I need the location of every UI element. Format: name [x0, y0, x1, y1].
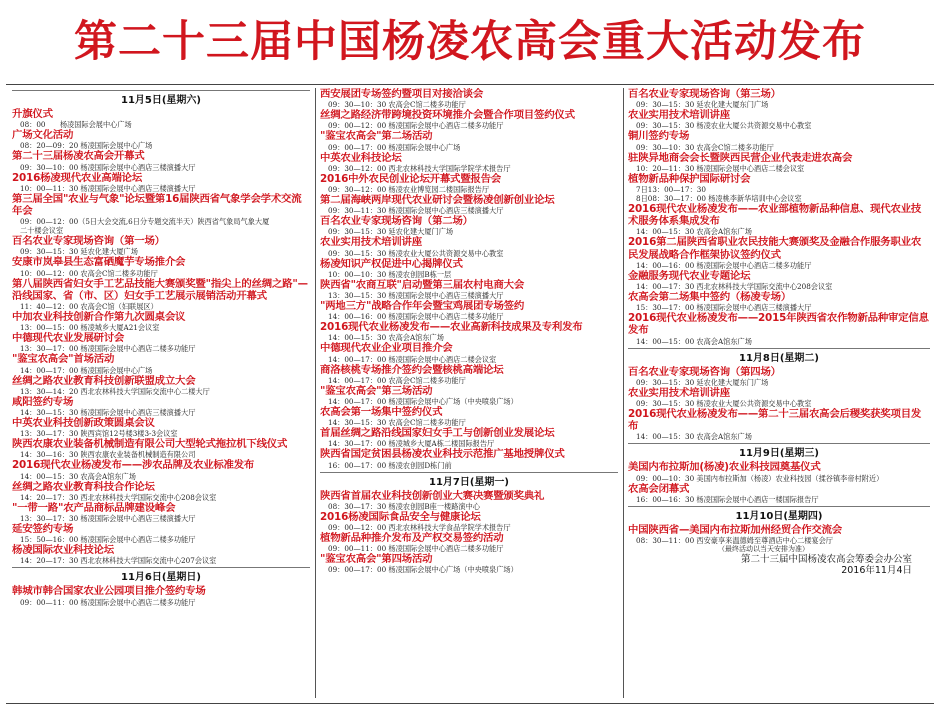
event-time-venue: 8日08：30—17：00 杨凌桃李新华培训中心会议室: [636, 194, 802, 204]
event-time-venue: 10：00—10：30 杨凌农创园B栋一层: [328, 269, 452, 279]
event-time-venue: 08：20—09：20 杨凌国际会展中心广场: [20, 141, 153, 151]
event-time-venue: 14：30—15：30 杨凌国际会展中心酒店三楼演播大厅: [20, 408, 196, 418]
event-item: [320, 385, 618, 406]
event-title: 杨凌知识产权促进中心揭牌仪式: [320, 257, 463, 270]
event-title: 农业实用技术培训讲座: [320, 236, 422, 249]
event-title: 农业实用技术培训讲座: [628, 109, 730, 122]
event-title: 韩城市韩合国家农业公园项目推介签约专场: [12, 585, 206, 598]
event-item: [320, 215, 618, 236]
day-heading: 11月8日(星期二): [738, 352, 819, 364]
event-title: 中加农业科技创新合作第九次圆桌会议: [12, 311, 186, 324]
event-title: 2016第二届陕西省职业农民技能大赛颁奖及金融合作服务职业农民发展战略合作框架协议签约仪式: [628, 236, 922, 261]
event-item: [628, 366, 930, 387]
event-title: 中国陕西省—美国内布拉斯加州经贸合作交流会: [628, 523, 843, 536]
event-item: [12, 459, 310, 480]
schedule-column-2: [320, 88, 618, 698]
event-time-venue: 14：00—17：30 西北农林科技大学国际交流中心208会议室: [636, 282, 833, 292]
event-item: [628, 270, 930, 291]
event-item: [320, 321, 618, 342]
event-title: 2016中外农民创业论坛开幕式暨报告会: [320, 172, 501, 185]
disclaimer-note: （最终活动以当天安排为准）: [718, 545, 809, 554]
event-item: [628, 291, 930, 312]
event-title: 2016杨凌现代农业高端论坛: [12, 171, 143, 184]
event-time-venue: 09：00—11：00 杨凌国际会展中心酒店二楼多功能厅: [20, 597, 196, 607]
event-title: 广场文化活动: [12, 129, 74, 142]
day-divider: [628, 443, 930, 444]
event-time-venue: 14：30—16：30 陕西农康农业装备机械制造有限公司: [20, 450, 196, 460]
event-time-venue: 14：00—17：00 杨凌国际会展中心广场: [20, 365, 153, 375]
event-item: [320, 553, 618, 574]
event-item: [12, 396, 310, 417]
event-time-venue: 14：00—15：30 农高会A馆东广场: [328, 333, 444, 343]
event-time-venue: 09：30—15：30 杨凌农业大厦公共资源交易中心教室: [636, 121, 812, 131]
column-divider: [315, 88, 316, 698]
event-title: 丝绸之路农业教育科技合作论坛: [12, 480, 155, 493]
event-item: [12, 375, 310, 396]
event-title: 延安签约专场: [12, 523, 74, 536]
event-item: [628, 461, 930, 482]
day-heading: 11月10日(星期四): [735, 510, 823, 522]
event-item: [12, 438, 310, 459]
event-item: [12, 311, 310, 332]
event-time-venue: 09：30—12：00 西北农林科技大学国际学院学术报告厅: [328, 163, 511, 173]
event-item: [628, 109, 930, 130]
day-heading: 11月5日(星期六): [120, 95, 201, 106]
event-item: [628, 387, 930, 408]
event-item: [12, 278, 310, 311]
event-item: [320, 194, 618, 215]
event-title: 丝绸之路经济带跨境投资环境推介会暨合作项目签约仪式: [320, 109, 575, 122]
event-time-venue: 09：30—15：30 延农化建大厦广场: [20, 247, 138, 257]
event-item: [628, 483, 930, 504]
event-title: 陕西省首届农业科技创新创业大赛决赛暨颁奖典礼: [320, 489, 545, 502]
event-item: [12, 129, 310, 150]
event-time-venue: 14：20—17：30 西北农林科技大学国际交流中心207会议室: [20, 556, 217, 566]
event-time-venue: 09：30—15：30 延农化建大厦东门广场: [636, 377, 769, 387]
event-item: [628, 408, 930, 441]
event-item: [320, 130, 618, 151]
event-title: 第八届陕西省妇女手工艺品技能大赛颁奖暨"指尖上的丝绸之路"—沿线国家、省（市、区）妇女手工艺展示展销活动开幕式: [12, 277, 308, 302]
event-title: 植物新品种推介发布及产权交易签约活动: [320, 532, 504, 545]
event-time-venue: 09：00—12：00 杨凌国际会展中心酒店二楼多功能厅: [328, 121, 504, 131]
event-time-venue: 09：00—12：00 西北农林科技大学食品学院学术报告厅: [328, 523, 511, 533]
event-title: 中英农业科技创新政策圆桌会议: [12, 417, 155, 430]
event-title: 陕西省"农商互联"启动暨第三届农村电商大会: [320, 278, 525, 291]
event-item: [12, 193, 310, 235]
event-time-venue: 09：00—11：00 杨凌国际会展中心酒店二楼多功能厅: [328, 544, 504, 554]
event-time-venue: 13：00—15：00 杨凌城乡大厦A21会议室: [20, 323, 160, 333]
event-item: [12, 235, 310, 256]
event-time-venue: 09：30—10：30 农高会C馆二楼多功能厅: [636, 142, 774, 152]
event-item: [12, 256, 310, 277]
event-item: [12, 523, 310, 544]
event-title: 杨凌国际农业科技论坛: [12, 544, 114, 557]
event-item: [12, 150, 310, 171]
event-time-venue: 09：30—15：30 杨凌农业大厦公共资源交易中心教室: [328, 248, 504, 258]
organizer-name: 第二十三届中国杨凌农高会筹委会办公室: [740, 554, 912, 566]
event-title: "鉴宝农高会"第二场活动: [320, 130, 433, 143]
event-title: 中德现代农业发展研讨会: [12, 332, 125, 345]
event-time-venue: 13：30—17：00 杨凌国际会展中心酒店二楼多功能厅: [20, 344, 196, 354]
event-title: 2016现代农业杨凌发布——涉农品牌及农业标准发布: [12, 459, 255, 472]
event-item: [320, 109, 618, 130]
event-time-venue: 16：00—16：30 杨凌国际会展中心酒店一楼国际报告厅: [636, 494, 819, 504]
event-time-venue: 14：00—15：30 农高会A馆东广场: [636, 432, 752, 442]
event-time-venue: 09：30—15：30 延农化建大厦门广场: [328, 227, 454, 237]
event-title: 百名农业专家现场咨询（第二场）: [320, 215, 473, 228]
column-divider: [623, 88, 624, 698]
event-title: 2016现代农业杨凌发布——2015年陕西省农作物新品种审定信息发布: [628, 312, 929, 337]
event-title: 百名农业专家现场咨询（第一场）: [12, 235, 165, 248]
event-item: [320, 173, 618, 194]
event-time-venue: 13：30—14：20 西北农林科技大学国际交流中心二楼大厅: [20, 386, 210, 396]
event-item: [628, 88, 930, 109]
event-title: 首届丝绸之路沿线国家妇女手工与创新创业发展论坛: [320, 427, 555, 440]
event-item: [320, 258, 618, 279]
event-time-venue: 09：30—12：00 杨凌农业博览园二楼国际报告厅: [328, 185, 490, 195]
event-time-venue: 10：00—12：00 农高会C馆二楼多功能厅: [20, 268, 158, 278]
event-time-venue: 14：30—15：30 农高会C馆二楼多功能厅: [328, 418, 466, 428]
event-item: [628, 173, 930, 203]
event-title: "鉴宝农高会"第三场活动: [320, 384, 433, 397]
event-item: [320, 427, 618, 448]
event-item: [320, 511, 618, 532]
event-time-venue: 10：00—11：30 杨凌国际会展中心酒店三楼演播大厅: [20, 183, 196, 193]
event-title: 2016现代农业杨凌发布——第二十三届农高会后稷奖获奖项目发布: [628, 408, 922, 433]
event-title: 农高会第二场集中签约（杨凌专场）: [628, 291, 792, 304]
event-item: [12, 585, 310, 606]
event-time-venue: 14：00—15：00 农高会A馆东广场: [636, 336, 752, 346]
event-title: 农业实用技术培训讲座: [628, 386, 730, 399]
event-item: [628, 312, 930, 345]
event-item: [320, 532, 618, 553]
event-time-venue: 09：30—11：30 杨凌国际会展中心酒店三楼演播大厅: [328, 206, 504, 216]
event-time-venue: 11：40—12：00 农高会C馆（妇联展区）: [20, 302, 158, 312]
event-time-venue: 14：00—16：00 杨凌国际会展中心酒店二楼多功能厅: [636, 260, 812, 270]
schedule-column-3: [628, 88, 930, 698]
event-title: 丝绸之路农业教育科技创新联盟成立大会: [12, 374, 196, 387]
event-title: 第三届全国"农业与气象"论坛暨第16届陕西省气象学会学术交流年会: [12, 192, 302, 218]
day-divider: [628, 506, 930, 507]
event-item: [628, 152, 930, 173]
event-time-venue: 15：50—16：00 杨凌国际会展中心酒店二楼多功能厅: [20, 535, 196, 545]
event-time-venue: 09：00—17：00 杨凌国际会展中心广场: [328, 142, 461, 152]
event-title: 陕西省国定贫困县杨凌农业科技示范推广基地授牌仪式: [320, 448, 565, 461]
event-time-venue: 二十楼会议室: [20, 226, 64, 236]
event-title: 驻陕异地商会会长暨陕西民营企业代表走进农高会: [628, 151, 853, 164]
event-item: [320, 342, 618, 363]
day-divider: [320, 472, 618, 473]
event-title: 中德现代农业企业项目推介会: [320, 342, 453, 355]
event-time-venue: 14：00—17：00 农高会C馆二楼多功能厅: [328, 375, 466, 385]
event-title: "一带一路"农产品商标品牌建设峰会: [12, 501, 176, 514]
event-item: [320, 364, 618, 385]
event-item: [12, 172, 310, 193]
issue-date: 2016年11月4日: [841, 565, 912, 577]
day-heading: 11月6日(星期日): [120, 572, 201, 584]
schedule-column-1: [12, 88, 310, 698]
day-heading: 11月7日(星期一): [428, 476, 509, 488]
event-time-venue: 14：00—15：30 农高会A馆东广场: [20, 471, 136, 481]
event-title: 2016现代农业杨凌发布——农业部植物新品种信息、现代农业技术服务体系集成发布: [628, 203, 922, 228]
event-item: [12, 332, 310, 353]
event-title: 植物新品种保护国际研讨会: [628, 172, 751, 185]
event-time-venue: 14：30—17：00 杨凌城乡大厦A栋二楼国际报告厅: [328, 439, 495, 449]
event-item: [628, 524, 930, 545]
event-time-venue: 09：00—12：00（5日大会交流,6日分专题交流半天）陕西省气象局气象大厦: [20, 217, 270, 227]
event-time-venue: 7日13：00—17：30: [636, 185, 706, 195]
day-divider: [12, 90, 310, 91]
event-time-venue: 08：30—17：30 杨凌农创园B座一楼路演中心: [328, 501, 480, 511]
day-divider: [628, 348, 930, 349]
event-time-venue: 10：20—11：30 杨凌国际会展中心酒店二楼会议室: [636, 163, 805, 173]
event-time-venue: 14：00—16：00 杨凌国际会展中心酒店二楼多功能厅: [328, 312, 504, 322]
event-time-venue: 09：30—10：30 农高会C馆二楼多功能厅: [328, 100, 466, 110]
event-item: [12, 417, 310, 438]
event-item: [12, 353, 310, 374]
event-title: 2016杨凌国际食品安全与健康论坛: [320, 510, 481, 523]
event-title: 中英农业科技论坛: [320, 151, 402, 164]
event-title: 咸阳签约专场: [12, 395, 74, 408]
event-title: 第二十三届杨凌农高会开幕式: [12, 150, 145, 163]
event-time-venue: 14：00—17：00 杨凌国际会展中心广场（中央喷泉广场）: [328, 397, 518, 407]
event-time-venue: 13：30—15：30 杨凌国际会展中心酒店三楼演播大厅: [328, 291, 504, 301]
event-title: 西安展团专场签约暨项目对接洽谈会: [320, 88, 484, 100]
event-item: [12, 502, 310, 523]
event-title: 铜川签约专场: [628, 130, 690, 143]
event-title: "鉴宝农高会"首场活动: [12, 353, 115, 366]
event-time-venue: 09：00—17：00 杨凌国际会展中心广场（中央喷泉广场）: [328, 565, 518, 575]
event-title: 安康市岚皋县生态富硒魔芋专场推介会: [12, 256, 186, 269]
event-title: 农高会闭幕式: [628, 482, 690, 495]
page-title: 第二十三届中国杨凌农高会重大活动发布: [74, 16, 866, 67]
event-title: 商洛核桃专场推介签约会暨核桃高端论坛: [320, 363, 504, 376]
event-item: [320, 300, 618, 321]
event-time-venue: 13：30—17：30 陕西宾馆12号楼3楼3-3会议室: [20, 429, 178, 439]
event-title: "鉴宝农高会"第四场活动: [320, 553, 433, 566]
event-title: 美国内布拉斯加(杨凌)农业科技园奠基仪式: [628, 461, 821, 474]
event-title: "两地三方"战略合作年会暨宝鸡展团专场签约: [320, 300, 525, 313]
event-title: 陕西农康农业装备机械制造有限公司大型轮式拖拉机下线仪式: [12, 438, 288, 451]
event-item: [628, 236, 930, 269]
event-item: [628, 203, 930, 236]
event-time-venue: 09：30—10：00 杨凌国际会展中心酒店三楼演播大厅: [20, 162, 196, 172]
event-time-venue: 14：20—17：30 西北农林科技大学国际交流中心208会议室: [20, 492, 217, 502]
event-time-venue: 15：30—17：00 杨凌国际会展中心酒店三楼演播大厅: [636, 303, 812, 313]
event-time-venue: 13：30—17：30 杨凌国际会展中心酒店三楼演播大厅: [20, 514, 196, 524]
event-item: [320, 236, 618, 257]
event-time-venue: 14：00—15：30 农高会A馆东广场: [636, 227, 752, 237]
event-title: 升旗仪式: [12, 108, 53, 120]
event-item: [320, 279, 618, 300]
day-divider: [12, 567, 310, 568]
event-item: [12, 544, 310, 565]
event-item: [320, 406, 618, 427]
event-item: [320, 490, 618, 511]
event-item: [320, 152, 618, 173]
event-time-venue: 08：00 杨凌国际会展中心广场: [20, 120, 132, 130]
event-item: [12, 108, 310, 129]
event-item: [320, 448, 618, 469]
event-time-venue: 08：30—11：00 西安豪享来温德姆至尊酒店中心二楼宴会厅: [636, 536, 833, 546]
event-title: 第二届海峡两岸现代农业研讨会暨杨凌创新创业论坛: [320, 194, 555, 207]
event-title: 百名农业专家现场咨询（第四场）: [628, 365, 781, 378]
event-title: 2016现代农业杨凌发布——农业高新科技成果及专利发布: [320, 321, 583, 334]
event-time-venue: 14：00—17：00 杨凌国际会展中心酒店二楼会议室: [328, 354, 497, 364]
event-item: [628, 130, 930, 151]
event-time-venue: 16：00—17：00 杨凌农创园D栋门前: [328, 460, 452, 470]
event-item: [320, 88, 618, 109]
event-title: 百名农业专家现场咨询（第三场）: [628, 88, 781, 100]
event-time-venue: 09：00—10：30 美国内布拉斯加（杨凌）农业科技园（揉谷镇李帝村附近）: [636, 473, 884, 483]
event-title: 金融服务现代农业专题论坛: [628, 269, 751, 282]
event-title: 农高会第一场集中签约仪式: [320, 406, 443, 419]
day-heading: 11月9日(星期三): [738, 448, 819, 460]
event-time-venue: 09：30—15：30 延农化建大厦东门广场: [636, 100, 769, 110]
event-time-venue: 09：30—15：30 杨凌农业大厦公共资源交易中心教室: [636, 399, 812, 409]
event-item: [12, 481, 310, 502]
